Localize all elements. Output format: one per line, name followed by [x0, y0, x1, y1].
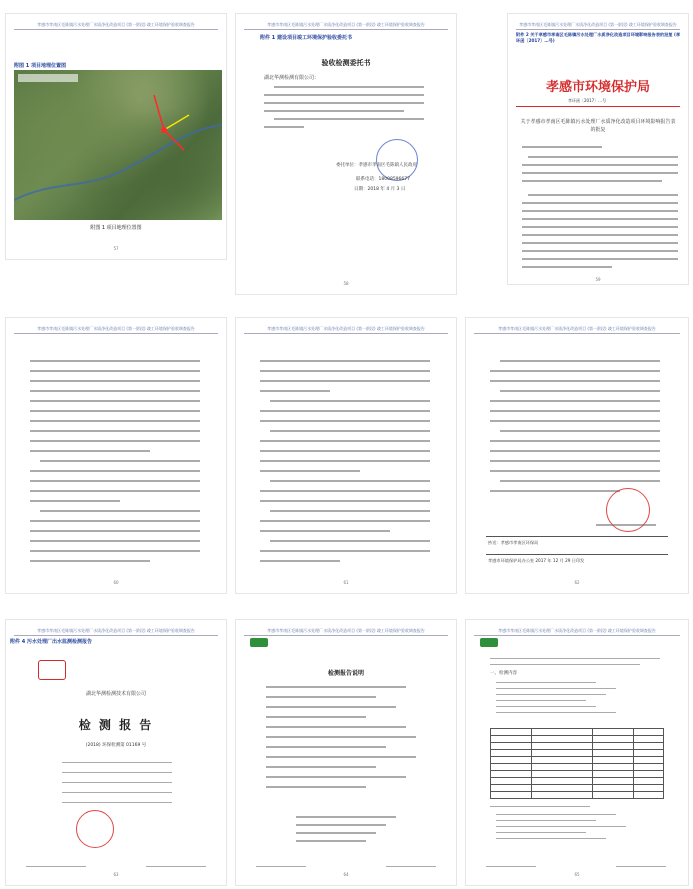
page-number: 62 — [574, 580, 580, 585]
doc-page-2 — [236, 14, 456, 294]
page-number: 65 — [574, 872, 580, 877]
signature-org: 委托单位：孝感市孝南区毛陈镇人民政府 — [336, 163, 417, 168]
cc-line: 抄送：孝感市孝南区环保局 — [488, 540, 539, 545]
letter-title: 验收检测委托书 — [321, 59, 371, 67]
doc-page-9 — [466, 620, 688, 885]
page-number: 61 — [343, 580, 349, 585]
doc-page-3 — [508, 14, 688, 284]
page-number: 58 — [343, 281, 349, 286]
notes-title: 检测报告说明 — [327, 670, 364, 677]
issue-line: 孝感市环境保护局办公室 2017 年 12 月 29 日印发 — [488, 558, 585, 563]
page-header: 孝感市孝南区毛陈镇污水处理厂水质净化改造项目 (第一阶段) 竣工环境保护验收调查报告 — [244, 326, 448, 334]
page-header: 孝感市孝南区毛陈镇污水处理厂水质净化改造项目 (第一阶段) 竣工环境保护验收调查报告 — [474, 326, 680, 334]
contact-tel: 联系电话：18008596677 — [356, 177, 410, 182]
page-number: 60 — [113, 580, 119, 585]
page-header: 孝感市孝南区毛陈镇污水处理厂水质净化改造项目 (第一阶段) 竣工环境保护验收调查报告 — [14, 22, 218, 30]
report-number: (2018) 环保检测第 01169 号 — [85, 743, 147, 748]
doc-page-7 — [6, 620, 226, 885]
doc-number: 孝环函〔2017〕…号 — [568, 98, 607, 103]
page-header: 孝感市孝南区毛陈镇污水处理厂水质净化改造项目 (第一阶段) 竣工环境保护验收调查报告 — [474, 628, 680, 636]
doc-page-1 — [6, 14, 226, 259]
report-title: 检 测 报 告 — [78, 718, 154, 732]
signature-stamp — [376, 139, 418, 181]
doc-page-6 — [466, 318, 688, 593]
attachment-label: 附件 1 建设项目竣工环境保护验收委托书 — [260, 35, 352, 41]
page-number: 57 — [113, 246, 119, 251]
satellite-map-image — [14, 70, 222, 220]
approval-subject: 关于孝感市孝南区毛陈镇污水处理厂水质净化改造项目环境影响报告表的批复 — [520, 119, 676, 133]
issuer-title: 孝感市环境保护局 — [545, 80, 650, 95]
figure-caption: 附图 1 项目地理位置图 — [90, 225, 142, 231]
cti-logo — [250, 638, 268, 647]
page-number: 63 — [113, 872, 119, 877]
page-number: 59 — [595, 277, 601, 282]
cti-logo — [480, 638, 498, 647]
results-table — [490, 728, 664, 799]
addressee: 湖北华测检测有限公司： — [264, 75, 320, 81]
company-name: 湖北华测检测技术有限公司 — [85, 691, 146, 697]
page-header: 孝感市孝南区毛陈镇污水处理厂水质净化改造项目 (第一阶段) 竣工环境保护验收调查报告 — [244, 628, 448, 636]
page-number: 64 — [343, 872, 349, 877]
doc-page-8 — [236, 620, 456, 885]
page-header: 孝感市孝南区毛陈镇污水处理厂水质净化改造项目 (第一阶段) 竣工环境保护验收调查报告 — [14, 628, 218, 636]
page-header: 孝感市孝南区毛陈镇污水处理厂水质净化改造项目 (第一阶段) 竣工环境保护验收调查报告 — [516, 22, 680, 30]
attachment-label: 附图 1 项目地理位置图 — [14, 63, 66, 69]
section-heading: 一、检测内容 — [490, 671, 517, 676]
letter-date: 日期：2018 年 4 月 3 日 — [354, 187, 406, 192]
doc-page-5 — [236, 318, 456, 593]
cma-logo — [38, 660, 66, 680]
page-header: 孝感市孝南区毛陈镇污水处理厂水质净化改造项目 (第一阶段) 竣工环境保护验收调查报告 — [244, 22, 448, 30]
lab-seal — [76, 810, 114, 848]
attachment-label: 附件 2 关于孝感市孝南区毛陈镇污水处理厂水质净化改造项目环境影响报告表的批复 (孝环函〔2017〕…号) — [516, 32, 681, 43]
attachment-label: 附件 4 污水处理厂出水监测检测报告 — [10, 639, 92, 645]
doc-page-4 — [6, 318, 226, 593]
page-header: 孝感市孝南区毛陈镇污水处理厂水质净化改造项目 (第一阶段) 竣工环境保护验收调查报告 — [14, 326, 218, 334]
